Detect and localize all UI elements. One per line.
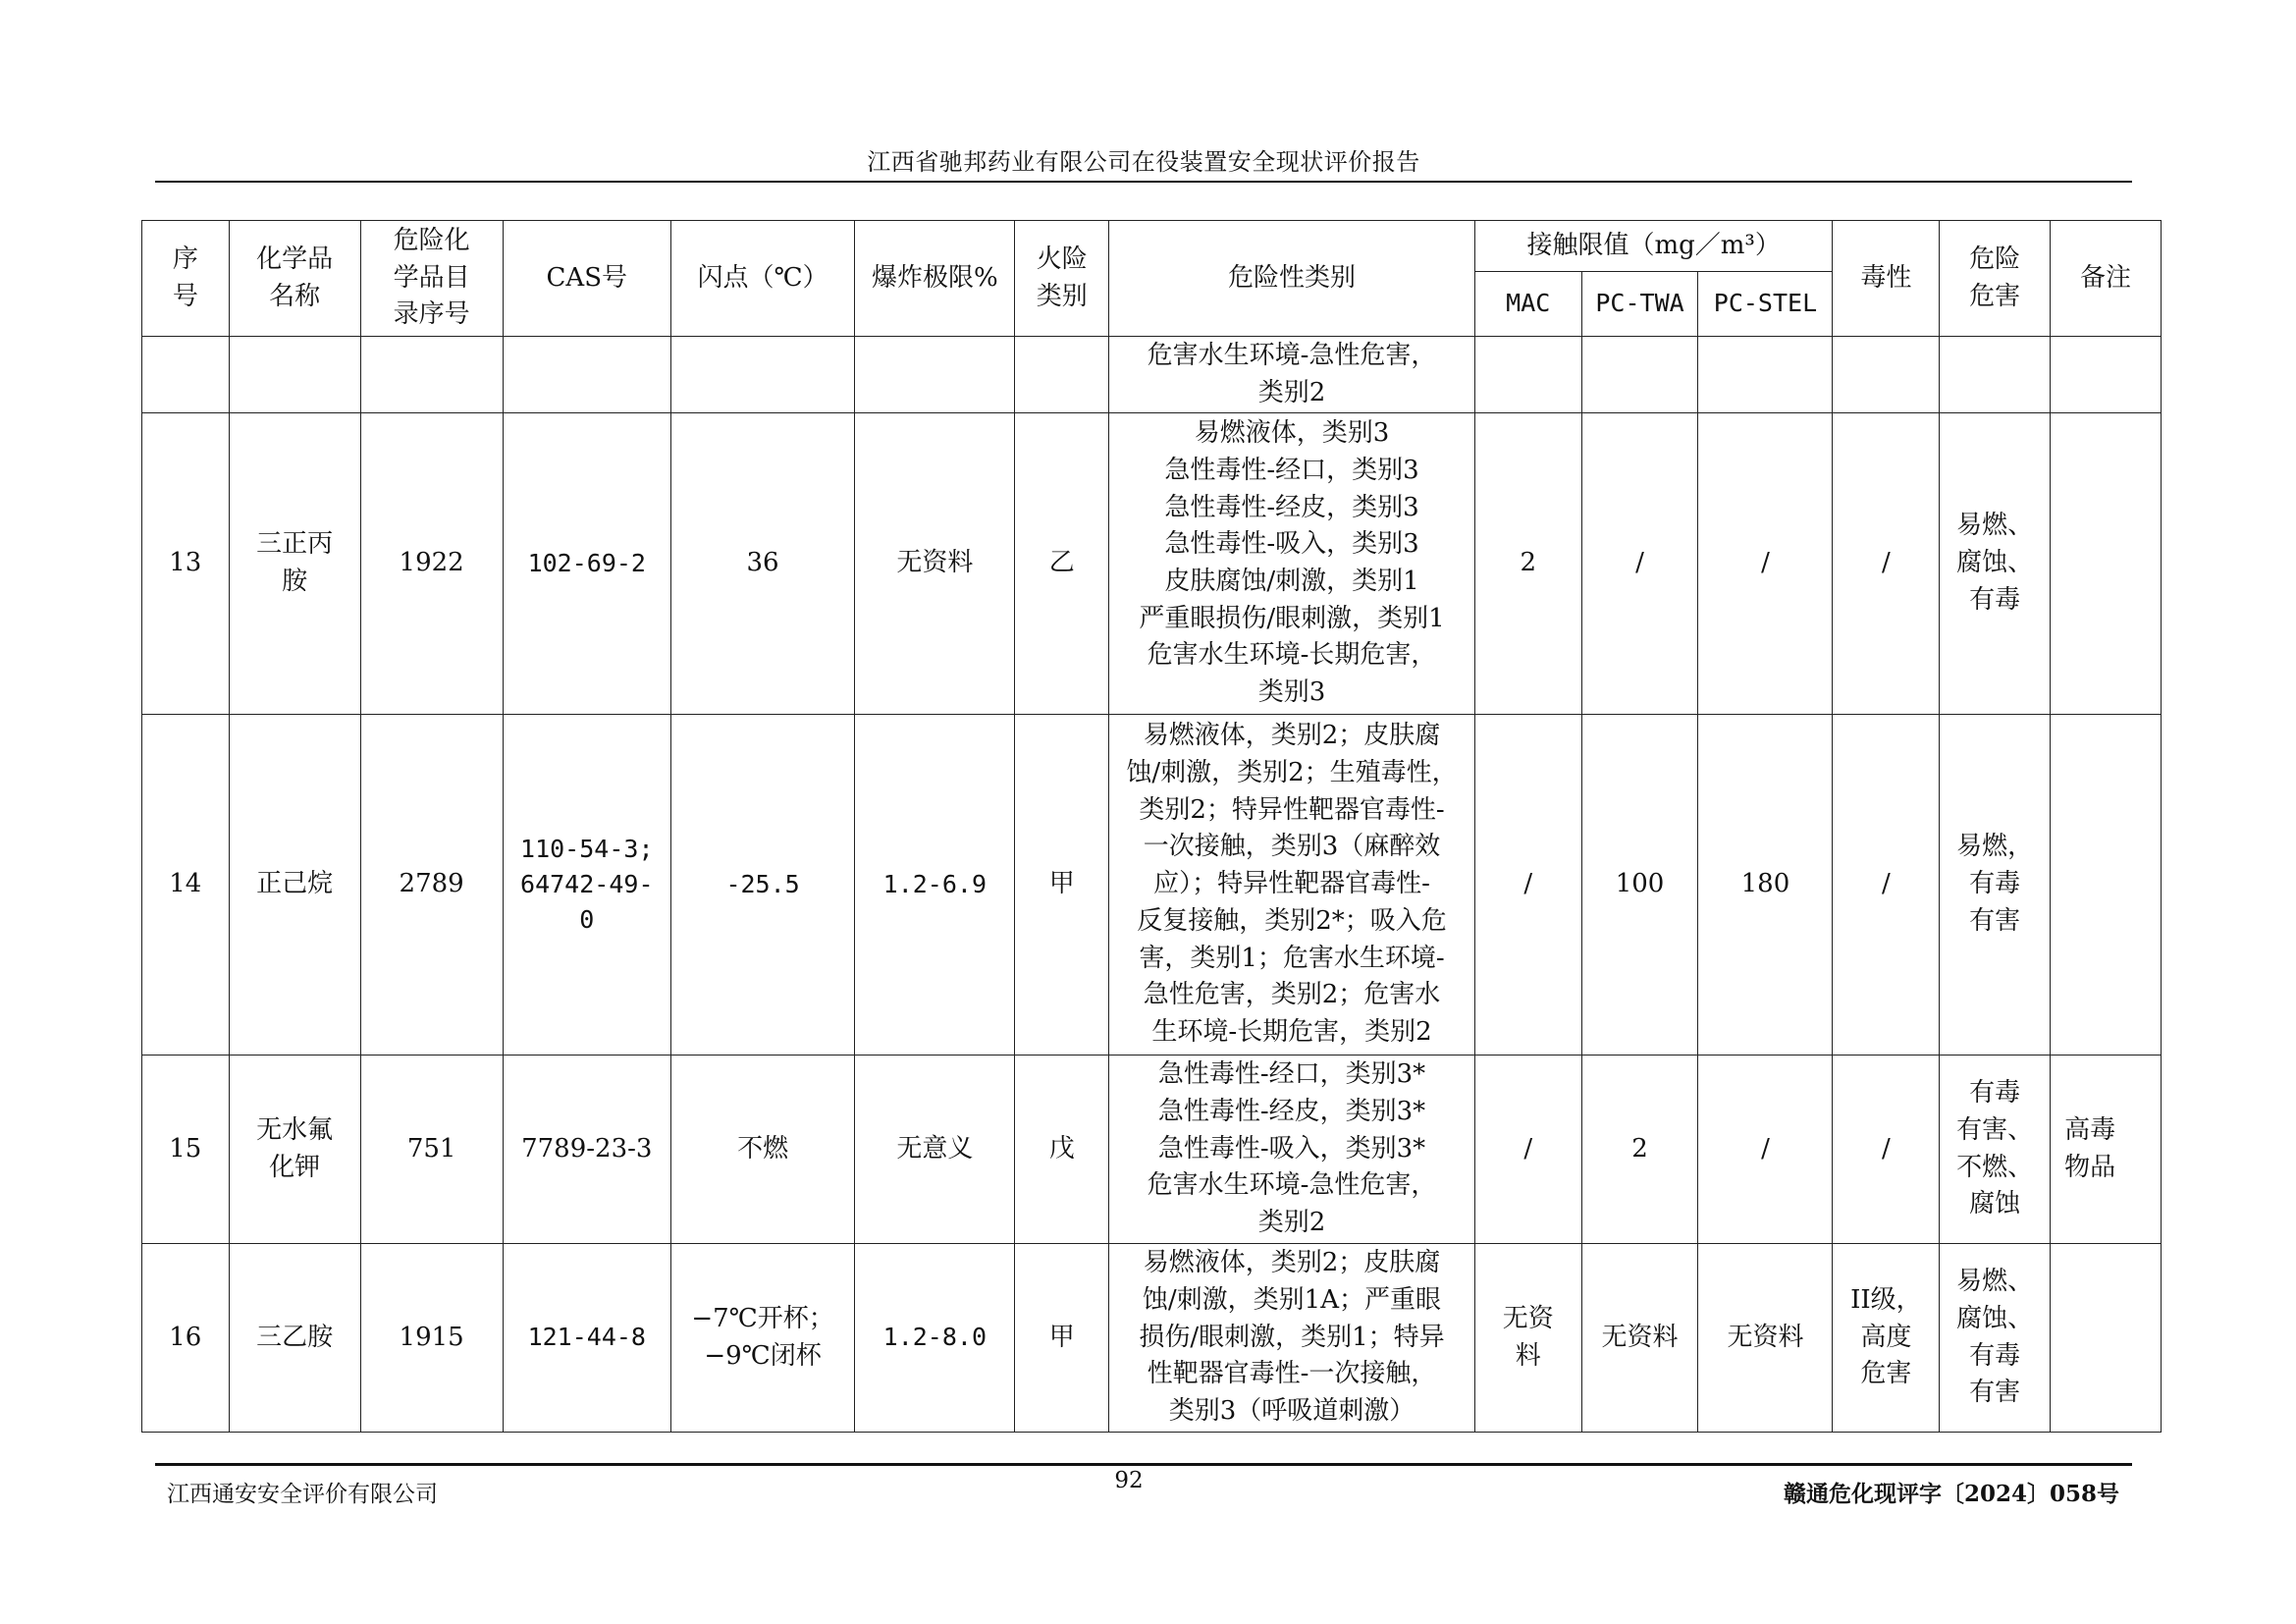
col-header-toxicity: 毒性 — [1833, 221, 1940, 337]
cell-pc-twa: 无资料 — [1581, 1244, 1698, 1433]
cell-toxicity: / — [1833, 715, 1940, 1056]
cell-danger: 易燃、 腐蚀、 有毒 有害 — [1940, 1244, 2051, 1433]
table-row — [142, 715, 2162, 1056]
cell-mac: 2 — [1474, 413, 1581, 715]
cell-name: 三乙胺 — [229, 1244, 360, 1433]
col-header-flash-point: 闪点（℃） — [670, 221, 854, 337]
table-row — [142, 1244, 2162, 1433]
col-header-hazard-category: 危险性类别 — [1109, 221, 1475, 337]
cell-catalog: 751 — [360, 1056, 503, 1244]
col-header-fire-class: 火险类别 — [1015, 221, 1109, 337]
cell-explosion-limit: 无意义 — [855, 1056, 1015, 1244]
col-header-danger: 危险危害 — [1940, 221, 2051, 337]
col-header-no: 序号 — [142, 221, 230, 337]
footer-rule — [155, 1463, 2132, 1466]
chemical-hazard-table — [141, 220, 2162, 1433]
cell-hazard-category: 易燃液体，类别3 急性毒性-经口，类别3 急性毒性-经皮，类别3 急性毒性-吸入，类别3 皮肤腐蚀/刺激，类别1 严重眼损伤/眼刺激，类别1 危害水生环境-长期危害， 类别3 — [1109, 413, 1475, 715]
header-row-1 — [142, 221, 2162, 272]
cell-catalog: 2789 — [360, 715, 503, 1056]
cell-pc-twa: 2 — [1581, 1056, 1698, 1244]
cell-name: 无水氟 化钾 — [229, 1056, 360, 1244]
cell-no: 14 — [142, 715, 230, 1056]
cell-danger: 易燃， 有毒 有害 — [1940, 715, 2051, 1056]
cell-catalog: 1915 — [360, 1244, 503, 1433]
col-header-mac: MAC — [1474, 272, 1581, 337]
cell-no: 13 — [142, 413, 230, 715]
col-header-remark: 备注 — [2051, 221, 2162, 337]
cell-danger: 易燃、 腐蚀、 有毒 — [1940, 413, 2051, 715]
cell-cas: 102-69-2 — [503, 413, 670, 715]
cell-mac: / — [1474, 1056, 1581, 1244]
cell-catalog: 1922 — [360, 413, 503, 715]
cell-cas: 121-44-8 — [503, 1244, 670, 1433]
cell-pc-stel: / — [1698, 413, 1833, 715]
cell-toxicity: / — [1833, 413, 1940, 715]
cell-remark — [2051, 715, 2162, 1056]
continuation-row — [142, 337, 2162, 413]
cell-name: 三正丙 胺 — [229, 413, 360, 715]
col-header-name: 化学品名称 — [229, 221, 360, 337]
header-rule — [155, 181, 2132, 183]
cell-explosion-limit: 1.2-6.9 — [855, 715, 1015, 1056]
cell-pc-stel: 无资料 — [1698, 1244, 1833, 1433]
cell-pc-twa: 100 — [1581, 715, 1698, 1056]
cell-fire-class: 甲 — [1015, 1244, 1109, 1433]
col-header-pc-twa: PC-TWA — [1581, 272, 1698, 337]
cell-no: 16 — [142, 1244, 230, 1433]
cell-cas: 7789-23-3 — [503, 1056, 670, 1244]
cell-hazard-category: 易燃液体，类别2；皮肤腐 蚀/刺激，类别2；生殖毒性， 类别2；特异性靶器官毒性- 一次接触，类别3（麻醉效 应）；特异性靶器官毒性- 反复接触，类别2*；吸入危 害，类别1；危害水生环境- 急性危害，类别2；危害水 生环境-长期危害，类别2 — [1109, 715, 1475, 1056]
page-number: 92 — [1114, 1468, 1144, 1493]
cell-fire-class: 戊 — [1015, 1056, 1109, 1244]
cell-mac: 无资 料 — [1474, 1244, 1581, 1433]
cell-name: 正己烷 — [229, 715, 360, 1056]
cell-hazard-category: 急性毒性-经口，类别3* 急性毒性-经皮，类别3* 急性毒性-吸入，类别3* 危害水生环境-急性危害， 类别2 — [1109, 1056, 1475, 1244]
cell-toxicity: / — [1833, 1056, 1940, 1244]
cell-explosion-limit: 1.2-8.0 — [855, 1244, 1015, 1433]
cell-flash-point: 36 — [670, 413, 854, 715]
cell-remark: 高毒 物品 — [2051, 1056, 2162, 1244]
cell-cas: 110-54-3; 64742-49- 0 — [503, 715, 670, 1056]
cell-pc-stel: 180 — [1698, 715, 1833, 1056]
cell-mac: / — [1474, 715, 1581, 1056]
page-header-title: 江西省驰邦药业有限公司在役装置安全现状评价报告 — [867, 148, 1420, 176]
cell-no: 15 — [142, 1056, 230, 1244]
cell-remark — [2051, 1244, 2162, 1433]
col-header-cas: CAS号 — [503, 221, 670, 337]
cell-flash-point: -25.5 — [670, 715, 854, 1056]
cell-pc-stel: / — [1698, 1056, 1833, 1244]
col-header-explosion-limit: 爆炸极限% — [855, 221, 1015, 337]
cell-flash-point: −7℃开杯； −9℃闭杯 — [670, 1244, 854, 1433]
cell-hazard-category: 易燃液体，类别2；皮肤腐 蚀/刺激，类别1A；严重眼 损伤/眼刺激，类别1；特异 性靶器官毒性-一次接触， 类别3（呼吸道刺激） — [1109, 1244, 1475, 1433]
footer-doc-number: 赣通危化现评字〔2024〕058号 — [1783, 1481, 2119, 1507]
hazard-category-cell: 危害水生环境-急性危害， 类别2 — [1109, 337, 1475, 413]
cell-fire-class: 甲 — [1015, 715, 1109, 1056]
table-row — [142, 413, 2162, 715]
footer-company: 江西通安安全评价有限公司 — [167, 1482, 438, 1507]
cell-explosion-limit: 无资料 — [855, 413, 1015, 715]
cell-remark — [2051, 413, 2162, 715]
cell-danger: 有毒 有害、 不燃、 腐蚀 — [1940, 1056, 2051, 1244]
table-row — [142, 1056, 2162, 1244]
col-header-exposure-limit: 接触限值（mg／m³） — [1474, 221, 1833, 272]
cell-fire-class: 乙 — [1015, 413, 1109, 715]
cell-flash-point: 不燃 — [670, 1056, 854, 1244]
cell-pc-twa: / — [1581, 413, 1698, 715]
col-header-catalog: 危险化学品目录序号 — [360, 221, 503, 337]
cell-toxicity: II级， 高度 危害 — [1833, 1244, 1940, 1433]
col-header-pc-stel: PC-STEL — [1698, 272, 1833, 337]
